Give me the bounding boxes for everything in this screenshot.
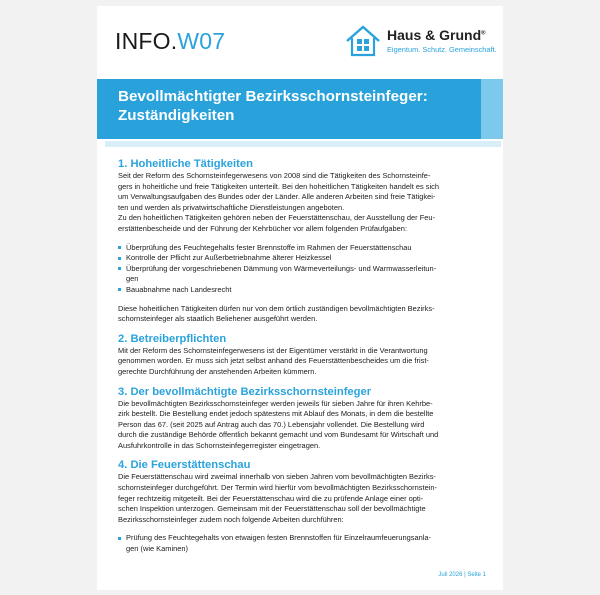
info-code-number: W07 (177, 28, 226, 54)
logo-name: Haus & Grund® (387, 27, 486, 43)
text-line: Ausfuhrkontrolle in das Schornsteinfegerregister eingetragen. (118, 440, 321, 450)
text-line: Diese hoheitlichen Tätigkeiten dürfen nur von dem örtlich zuständigen bevollmächtigten Bezirks- (118, 303, 435, 313)
text-line: genommen worden. Er muss sich jetzt selbst anhand des Feuerstättenbescheides um die frist- (118, 356, 429, 366)
text-line: schen Inspektion unterzogen. Gemeinsam mit der Feuerstättenschau soll der bevollmächtigte (118, 504, 426, 514)
text-line: Person das 67. (seit 2025 auf Antrag auch das 70.) Lebensjahr vollendet. Die Bestellung wird (118, 419, 425, 429)
document-title-line-1: Bevollmächtigter Bezirksschornsteinfeger: (118, 88, 428, 105)
text-line: zirk bestellt. Die Bestellung endet jedoch spätestens mit Ablauf des Monats, in dem die bestellte (118, 409, 434, 419)
section-paragraph (118, 346, 488, 378)
list-item: Kontrolle der Pflicht zur Außerbetriebnahme älterer Heizkessel (118, 253, 488, 264)
text-line: durch die zuständige Behörde öffentlich bekannt gemacht und vom Bundesamt für Wirtschaft und (118, 430, 439, 440)
section-paragraph (118, 171, 488, 235)
text-line: Mit der Reform des Schornsteinfegerwesens ist der Eigentümer verstärkt in die Verantwortung (118, 345, 428, 355)
text-line: gerechte Durchführung der anstehenden Arbeiten kümmern. (118, 366, 317, 376)
haus-und-grund-logo (345, 24, 503, 60)
bullet-list (118, 533, 488, 554)
section-heading: 4. Die Feuerstättenschau (118, 459, 251, 472)
section-heading: 1. Hoheitliche Tätigkeiten (118, 158, 253, 170)
section-heading: 3. Der bevollmächtigte Bezirksschornsteinfeger (118, 385, 372, 398)
section-heading: 2. Betreiberpflichten (118, 332, 227, 345)
text-line: feger rechtzeitig mitgeteilt. Bei der Feuerstättenschau wird die zu prüfende Anlage einer opti- (118, 493, 424, 503)
info-sheet-page (97, 6, 503, 590)
text-line: schornsteinfeger als staatlich Beliehener ausgeführt werden. (118, 314, 318, 324)
text-line: Zu den hoheitlichen Tätigkeiten gehören neben der Feuerstättenschau, der Ausstellung der Feu- (118, 213, 435, 223)
info-code (115, 28, 225, 55)
info-code-prefix: INFO. (115, 28, 178, 54)
text-line: schornsteinfeger durchgeführt. Der Termin wird hierfür vom bevollmächtigten Bezirksschornstein- (118, 483, 437, 493)
section-paragraph (118, 472, 488, 525)
logo-tagline: Eigentum. Schutz. Gemeinschaft. (387, 45, 497, 54)
section-paragraph (118, 304, 488, 325)
text-line: gers in hoheitliche und freie Tätigkeiten unterteilt. Bei den hoheitlichen Tätigkeiten handelt es sich (118, 181, 439, 191)
text-line: um Verwaltungsaufgaben des Bundes oder der Länder. Alle anderen Arbeiten sind freie Tätigkei- (118, 192, 436, 202)
list-item: Überprüfung des Feuchtegehalts fester Brennstoffe im Rahmen der Feuerstättenschau (118, 243, 488, 254)
text-line: Seit der Reform des Schornsteinfegerwesens von 2008 sind die Tätigkeiten des Schornsteinfe- (118, 171, 431, 180)
document-body (118, 157, 488, 555)
page-footer: Juli 2026 | Seite 1 (438, 572, 486, 578)
text-line: Bezirksschornsteinfeger zudem noch folgende Arbeiten durchführen: (118, 514, 344, 524)
text-line: Die bevollmächtigten Bezirksschornsteinfeger werden jeweils für sieben Jahre für ihren Kehrbe- (118, 398, 433, 408)
list-item: Prüfung des Feuchtegehalts von etwaigen festen Brennstoffen für Einzelraumfeuerungsanla- gen (wie Kaminen) (118, 533, 488, 554)
title-banner (97, 79, 503, 139)
document-title-line-2: Zuständigkeiten (118, 107, 235, 124)
list-item: Überprüfung der vorgeschriebenen Dämmung von Wärmeverteilungs- und Warmwasserleitun- gen (118, 264, 488, 285)
bullet-list (118, 243, 488, 296)
section-paragraph (118, 399, 488, 452)
house-logo-icon (345, 24, 385, 58)
text-line: erstättenbescheide und der Führung der Kehrbücher vor allem folgenden Prüfaufgaben: (118, 223, 408, 233)
document-title (118, 87, 478, 125)
list-item: Bauabnahme nach Landesrecht (118, 285, 488, 296)
text-line: Die Feuerstättenschau wird zweimal innerhalb von sieben Jahren vom bevollmächtigten Bezirks- (118, 472, 436, 482)
text-line: ten und werden als privatwirtschaftliche Dienstleistungen angeboten. (118, 202, 345, 212)
